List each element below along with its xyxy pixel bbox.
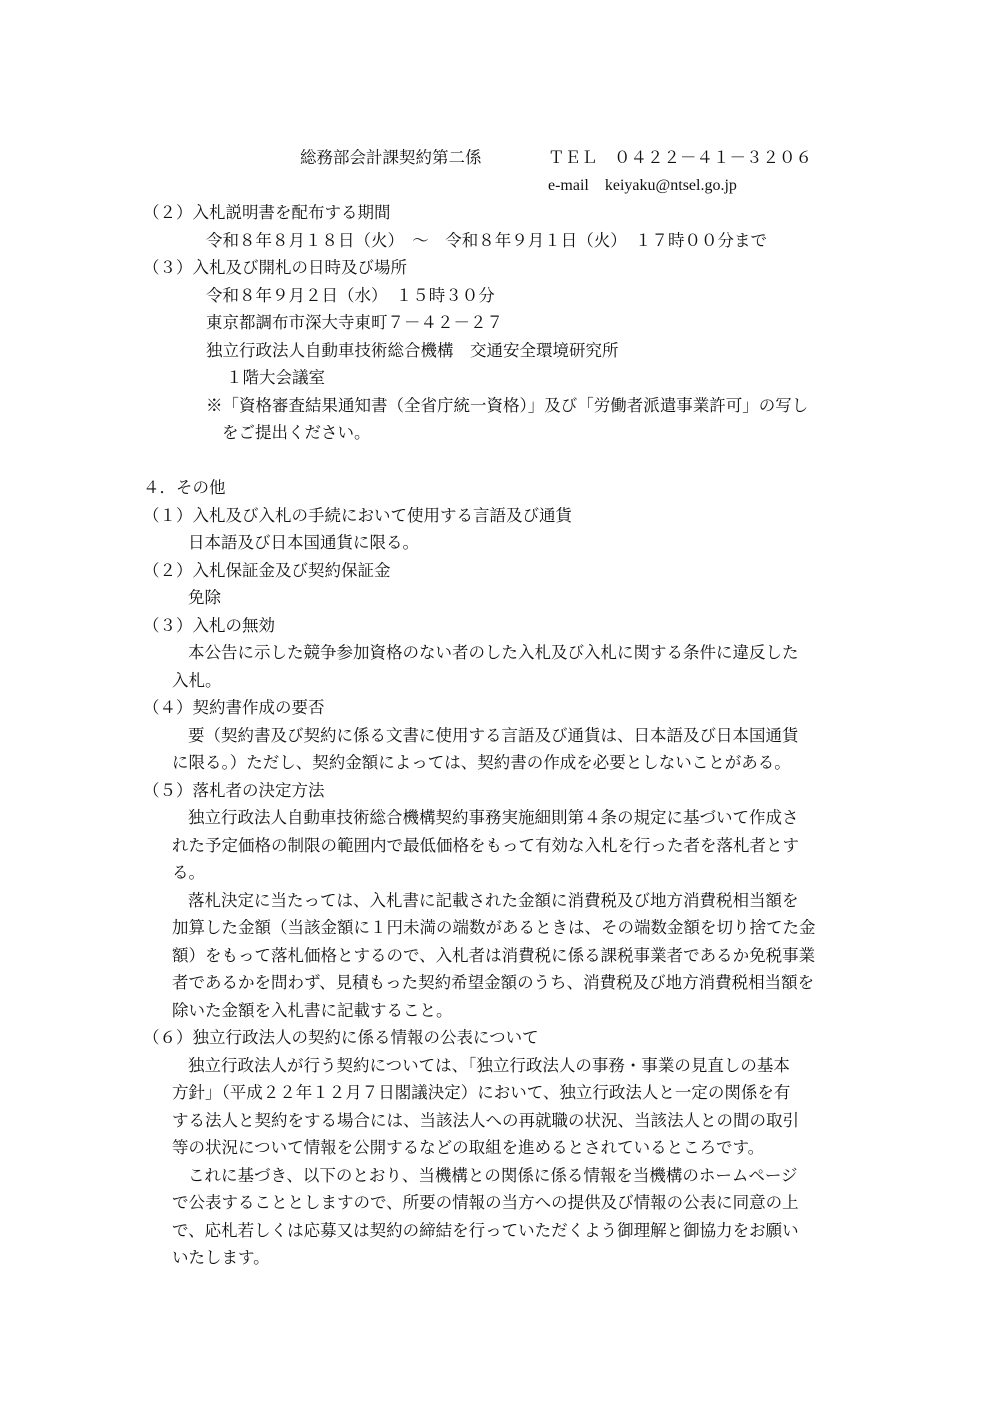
item-6-para-2-line-2: で公表することとしますので、所要の情報の当方への提供及び情報の公表に同意の上 bbox=[172, 1193, 799, 1212]
s2-period: 令和８年８月１８日（火） ～ 令和８年９月１日（火） １７時００分まで bbox=[206, 231, 767, 250]
item-5-para-2-line-4: 者であるかを問わず、見積もった契約希望金額のうち、消費税及び地方消費税相当額を bbox=[172, 973, 815, 992]
contact-tel: ＴＥＬ ０４２２－４１－３２０６ bbox=[548, 148, 812, 167]
item-4-heading: （４）契約書作成の要否 bbox=[143, 698, 325, 717]
s3-note-line-2: をご提出ください。 bbox=[222, 423, 371, 442]
s3-heading: （３）入札及び開札の日時及び場所 bbox=[143, 258, 407, 277]
item-3-line-2: 入札。 bbox=[172, 671, 222, 690]
item-5-para-2-line-1: 落札決定に当たっては、入札書に記載された金額に消費税及び地方消費税相当額を bbox=[188, 891, 799, 910]
s3-note-line-1: ※「資格審査結果通知書（全省庁統一資格）」及び「労働者派遣事業許可」の写し bbox=[206, 396, 809, 415]
item-3-heading: （３）入札の無効 bbox=[143, 616, 275, 635]
item-4-line-1: 要（契約書及び契約に係る文書に使用する言語及び通貨は、日本語及び日本国通貨 bbox=[188, 726, 799, 745]
item-6-para-2-line-1: これに基づき、以下のとおり、当機構との関係に係る情報を当機構のホームページ bbox=[188, 1166, 798, 1185]
item-6-para-1-line-4: 等の状況について情報を公開するなどの取組を進めるとされているところです。 bbox=[172, 1138, 765, 1157]
item-6-para-1-line-3: する法人と契約をする場合には、当該法人への再就職の状況、当該法人との間の取引 bbox=[172, 1111, 799, 1130]
item-5-para-1-line-3: る。 bbox=[172, 863, 205, 882]
contact-department: 総務部会計課契約第二係 bbox=[300, 148, 482, 167]
item-6-heading: （６）独立行政法人の契約に係る情報の公表について bbox=[143, 1028, 539, 1047]
item-4-line-2: に限る。）ただし、契約金額によっては、契約書の作成を必要としないことがある。 bbox=[172, 753, 791, 772]
item-3-line-1: 本公告に示した競争参加資格のない者のした入札及び入札に関する条件に違反した bbox=[188, 643, 799, 662]
s3-datetime: 令和８年９月２日（水） １５時３０分 bbox=[206, 286, 495, 305]
item-1-body: 日本語及び日本国通貨に限る。 bbox=[188, 533, 419, 552]
item-2-heading: （２）入札保証金及び契約保証金 bbox=[143, 561, 391, 580]
item-5-para-1-line-2: れた予定価格の制限の範囲内で最低価格をもって有効な入札を行った者を落札者とす bbox=[172, 836, 799, 855]
item-5-heading: （５）落札者の決定方法 bbox=[143, 781, 325, 800]
item-6-para-1-line-2: 方針」（平成２２年１２月７日閣議決定）において、独立行政法人と一定の関係を有 bbox=[172, 1083, 791, 1102]
contact-email: e-mail keiyaku@ntsel.go.jp bbox=[548, 177, 737, 194]
item-6-para-1-line-1: 独立行政法人が行う契約については、「独立行政法人の事務・事業の見直しの基本 bbox=[188, 1056, 790, 1075]
section-4-title: ４．その他 bbox=[143, 478, 226, 497]
s2-heading: （２）入札説明書を配布する期間 bbox=[143, 203, 391, 222]
item-6-para-2-line-4: いたします。 bbox=[172, 1248, 270, 1267]
item-5-para-2-line-2: 加算した金額（当該金額に１円未満の端数があるときは、その端数金額を切り捨てた金 bbox=[172, 918, 816, 937]
item-6-para-2-line-3: で、応札若しくは応募又は契約の締結を行っていただくよう御理解と御協力をお願い bbox=[172, 1221, 799, 1240]
s3-organization: 独立行政法人自動車技術総合機構 交通安全環境研究所 bbox=[206, 341, 619, 360]
item-2-body: 免除 bbox=[188, 588, 221, 607]
item-5-para-1-line-1: 独立行政法人自動車技術総合機構契約事務実施細則第４条の規定に基づいて作成さ bbox=[188, 808, 799, 827]
s3-room: １階大会議室 bbox=[226, 368, 325, 387]
s3-address: 東京都調布市深大寺東町７－４２－２７ bbox=[206, 313, 503, 332]
item-1-heading: （１）入札及び入札の手続において使用する言語及び通貨 bbox=[143, 506, 572, 525]
item-5-para-2-line-3: 額）をもって落札価格とするので、入札者は消費税に係る課税事業者であるか免税事業 bbox=[172, 946, 816, 965]
item-5-para-2-line-5: 除いた金額を入札書に記載すること。 bbox=[172, 1001, 453, 1020]
